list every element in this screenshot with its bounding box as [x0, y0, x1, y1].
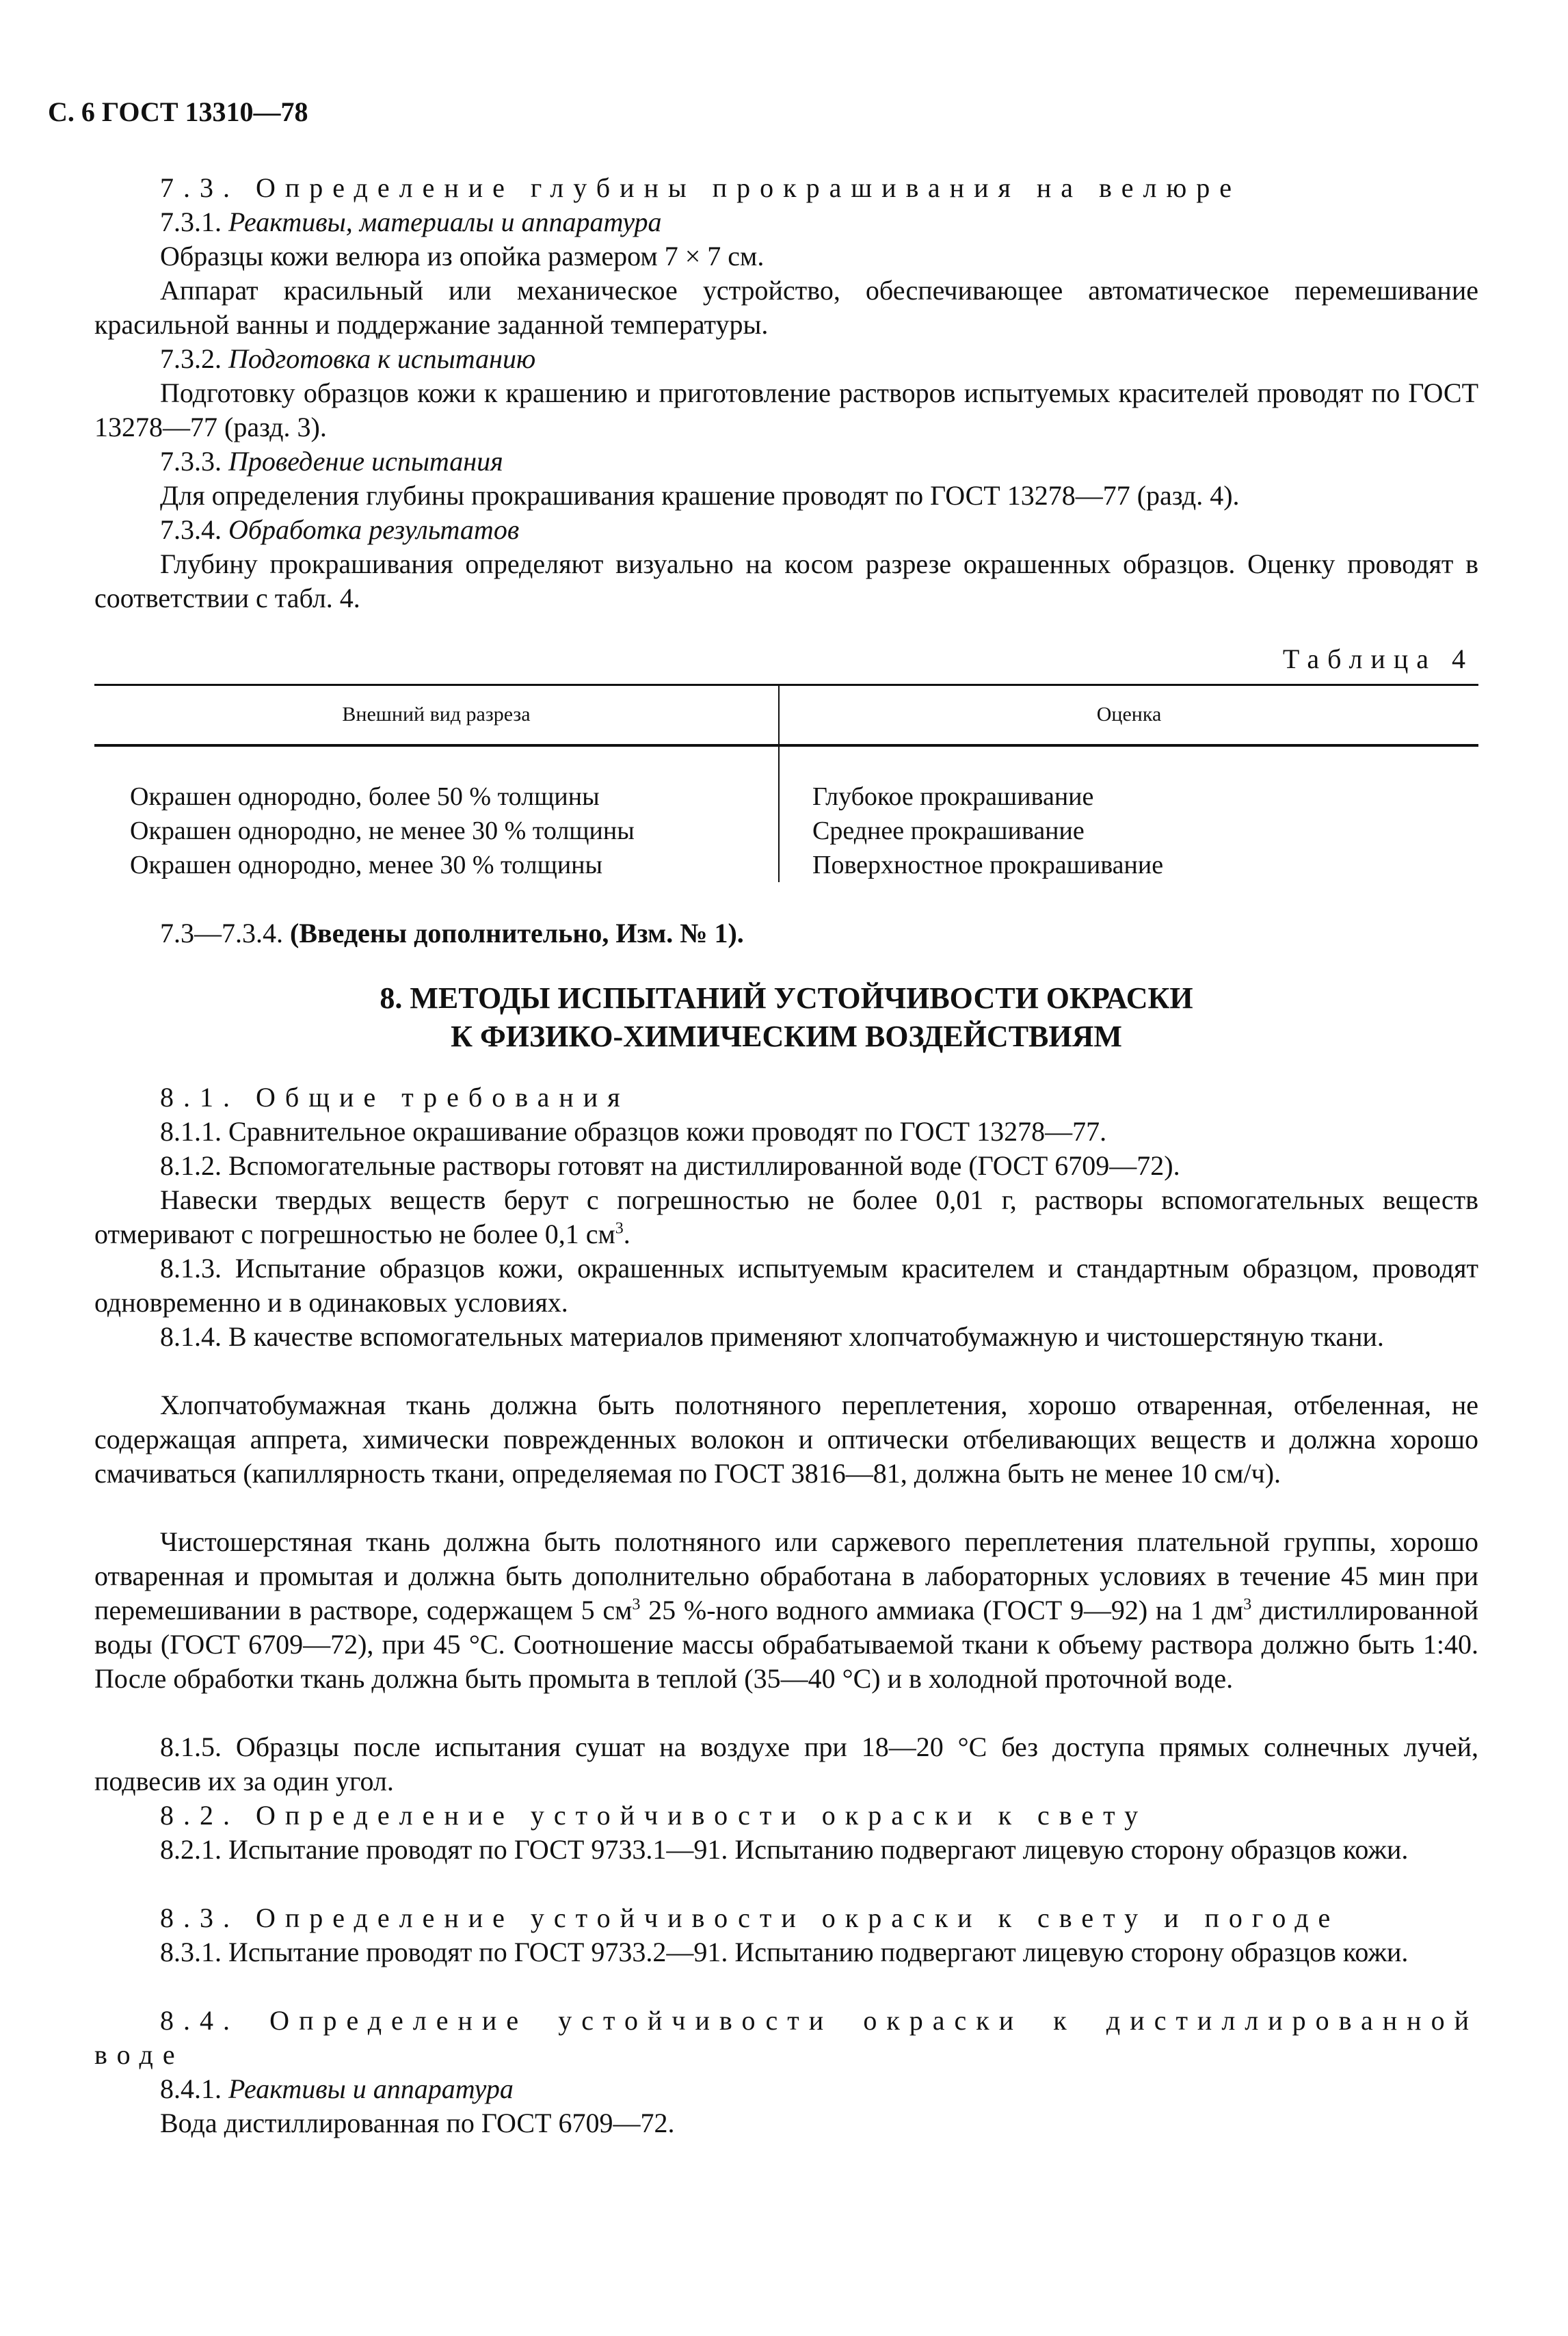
subsection-8-4-1: [94, 2072, 1478, 2106]
paragraph: 8.3.1. Испытание проводят по ГОСТ 9733.2—91. Испытанию подвергают лицевую сторону образцов кожи.: [160, 1937, 1409, 1967]
section-8-2-title: 8.2. Определение устойчивости окраски к свету: [160, 1800, 1148, 1831]
subsection-number: 7.3.4.: [160, 514, 222, 545]
amendment-text: [94, 916, 1478, 951]
paragraph-text: Чистошерстяная ткань должна быть полотняного или саржевого переплетения плательной группы, хорошо отваренная и промытая и должна быть дополнительно обработана в лабораторных условиях в течение 45 мин при перемешивании в растворе, содержащем 5 см: [94, 1526, 1478, 1625]
section-8-3-title: 8.3. Определение устойчивости окраски к свету и погоде: [160, 1902, 1340, 1933]
section-8-4-title: 8.4. Определение устойчивости окраски к дистиллированной воде: [94, 2005, 1478, 2070]
paragraph-text: дистиллированной воды (ГОСТ 6709—72), при 45 °С. Соотношение массы обрабатываемой ткани к объему раствора должно быть 1:40. После обработки ткань должна быть промыта в теплой (35—40 °С) и в холодной проточной воде.: [94, 1595, 1479, 1694]
subsection-7-3-3: [94, 444, 1478, 479]
subsection-title: Реактивы и аппаратура: [228, 2073, 514, 2104]
table-label: Таблица 4: [1282, 643, 1474, 674]
table-cell-view: Окрашен однородно, более 50 % толщины: [130, 782, 600, 811]
subsection-number: 7.3.1.: [160, 207, 222, 237]
superscript: 3: [1243, 1595, 1252, 1614]
paragraph-text: 25 %-ного водного аммиака (ГОСТ 9—92) на 1 дм: [640, 1595, 1244, 1625]
paragraph: 8.1.4. В качестве вспомогательных материалов применяют хлопчатобумажную и чистошерстяную ткани.: [160, 1321, 1384, 1352]
paragraph: 8.1.2. Вспомогательные растворы готовят на дистиллированной воде (ГОСТ 6709—72).: [160, 1150, 1180, 1181]
table-top-rule: [94, 684, 1478, 686]
section-7-3-title: 7.3. Определение глубины прокрашивания на велюре: [160, 172, 1242, 203]
table-cell-view: Окрашен однородно, менее 30 % толщины: [130, 851, 603, 879]
paragraph: Подготовку образцов кожи к крашению и приготовление растворов испытуемых красителей проводят по ГОСТ 13278—77 (разд. 3).: [94, 377, 1478, 442]
paragraph: 8.1.3. Испытание образцов кожи, окрашенных испытуемым красителем и стандартным образцом, проводят одновременно и в одинаковых условиях.: [94, 1253, 1478, 1318]
paragraph: [94, 1525, 1478, 1696]
amendment-label: (Введены дополнительно, Изм. № 1).: [290, 918, 744, 948]
table-header-rule: [94, 744, 1478, 747]
subsection-number: 7.3.2.: [160, 343, 222, 374]
table-4: [94, 684, 1478, 889]
superscript: 3: [615, 1219, 624, 1238]
paragraph: 8.1.5. Образцы после испытания сушат на воздухе при 18—20 °С без доступа прямых солнечных лучей, подвесив их за один угол.: [94, 1731, 1478, 1796]
paragraph: Глубину прокрашивания определяют визуально на косом разрезе окрашенных образцов. Оценку проводят в соответствии с табл. 4.: [94, 548, 1478, 613]
table-cell-grade: Глубокое прокрашивание: [812, 782, 1094, 811]
paragraph: Аппарат красильный или механическое устройство, обеспечивающее автоматическое перемешивание красильной ванны и поддержание заданной температуры.: [94, 275, 1478, 340]
subsection-7-3-1: [94, 205, 1478, 239]
table-cell-grade: Поверхностное прокрашивание: [812, 851, 1164, 879]
paragraph: Для определения глубины прокрашивания крашение проводят по ГОСТ 13278—77 (разд. 4).: [160, 480, 1240, 511]
subsection-title: Проведение испытания: [228, 446, 503, 477]
subsection-7-3-2: [94, 342, 1478, 376]
subsection-number: 7.3.3.: [160, 446, 222, 477]
paragraph: 8.1.1. Сравнительное окрашивание образцов кожи проводят по ГОСТ 13278—77.: [160, 1116, 1107, 1147]
table-header-grade: Оценка: [1096, 703, 1162, 726]
section-8-title-line-1: 8. МЕТОДЫ ИСПЫТАНИЙ УСТОЙЧИВОСТИ ОКРАСКИ: [380, 981, 1193, 1015]
subsection-7-3-4: [94, 513, 1478, 547]
section-8-1-title: 8.1. Общие требования: [160, 1082, 630, 1113]
table-header-view: Внешний вид разреза: [342, 703, 531, 726]
table-cell-grade: Среднее прокрашивание: [812, 817, 1085, 845]
subsection-title: Подготовка к испытанию: [228, 343, 536, 374]
amendment-number: 7.3—7.3.4.: [160, 918, 283, 948]
paragraph: 8.2.1. Испытание проводят по ГОСТ 9733.1—91. Испытанию подвергают лицевую сторону образцов кожи.: [160, 1834, 1409, 1865]
subsection-title: Обработка результатов: [228, 514, 520, 545]
paragraph-text: .: [623, 1219, 630, 1249]
paragraph-text: Навески твердых веществ берут с погрешностью не более 0,01 г, растворы вспомогательных веществ отмеривают с погрешностью не более 0,1 см: [94, 1184, 1478, 1249]
page-header: С. 6 ГОСТ 13310—78: [48, 96, 308, 127]
paragraph: Вода дистиллированная по ГОСТ 6709—72.: [160, 2108, 675, 2138]
superscript: 3: [632, 1595, 641, 1614]
paragraph: Образцы кожи велюра из опойка размером 7 × 7 см.: [160, 241, 765, 271]
subsection-title: Реактивы, материалы и аппаратура: [228, 207, 662, 237]
paragraph: [94, 1183, 1478, 1251]
section-8-title-line-2: К ФИЗИКО-ХИМИЧЕСКИМ ВОЗДЕЙСТВИЯМ: [451, 1020, 1122, 1053]
table-cell-view: Окрашен однородно, не менее 30 % толщины: [130, 817, 635, 845]
subsection-number: 8.4.1.: [160, 2073, 222, 2104]
paragraph: Хлопчатобумажная ткань должна быть полотняного переплетения, хорошо отваренная, отбеленная, не содержащая аппрета, химически поврежденных волокон и оптически отбеливающих веществ и должна хорошо смачиваться (капиллярность ткани, определяемая по ГОСТ 3816—81, должна быть не менее 10 см/ч).: [94, 1390, 1478, 1489]
